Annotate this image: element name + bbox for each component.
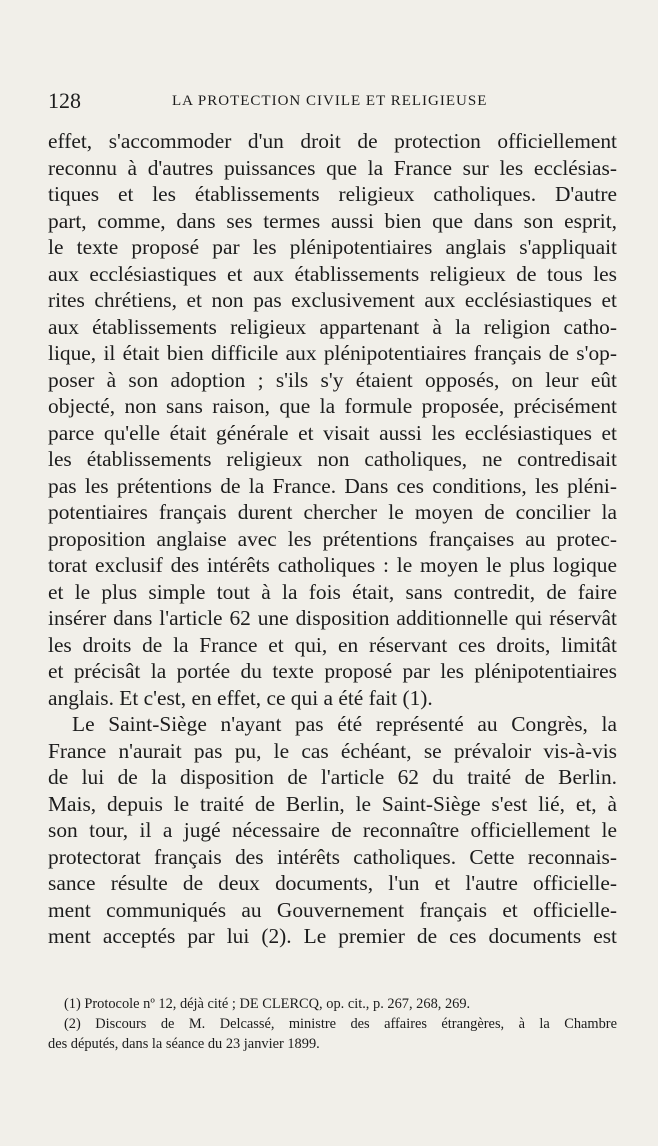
body-line: parce qu'elle était générale et visait aussi les ecclésiastiques et <box>48 420 617 445</box>
footnotes <box>48 994 617 1054</box>
body-line: torat exclusif des intérêts catholiques : le moyen le plus logique <box>48 553 617 577</box>
body-line: potentiaires français durent chercher le moyen de concilier la <box>48 500 617 524</box>
body-line: ment communiqués au Gouvernement français et officielle- <box>48 897 617 922</box>
body-line: Le Saint-Siège n'ayant pas été représenté au Congrès, la <box>72 712 617 736</box>
footnote-line: (1) Protocole nº 12, déjà cité ; DE CLERCQ, op. cit., p. 267, 268, 269. <box>64 996 471 1012</box>
body-line: anglais. Et c'est, en effet, ce qui a été fait (1). <box>48 685 433 710</box>
body-line: et précisât la portée du texte proposé par les plénipotentiaires <box>48 659 617 683</box>
body-line: aux établissements religieux appartenant à la religion catho- <box>48 314 617 339</box>
footnote-line: des députés, dans la séance du 23 janvier 1899. <box>48 1036 320 1052</box>
body-line: ment acceptés par lui (2). Le premier de ces documents est <box>48 924 617 948</box>
body-line: sance résulte de deux documents, l'un et l'autre officielle- <box>48 871 617 895</box>
body-line: insérer dans l'article 62 une disposition additionnelle qui réservât <box>48 606 617 630</box>
body-line: aux ecclésiastiques et aux établissements religieux de tous les <box>48 261 617 286</box>
body-line: tiques et les établissements religieux catholiques. D'autre <box>48 182 617 206</box>
body-line: lique, il était bien difficile aux plénipotentiaires français de s'op- <box>48 341 617 365</box>
body-line: de lui de la disposition de l'article 62 du traité de Berlin. <box>48 765 617 789</box>
body-line: pas les prétentions de la France. Dans ces conditions, les pléni- <box>48 473 617 498</box>
page-number: 128 <box>48 88 81 113</box>
body-line: poser à son adoption ; s'ils s'y étaient opposés, on leur eût <box>48 367 617 392</box>
body-line: le texte proposé par les plénipotentiaires anglais s'appliquait <box>48 235 617 259</box>
body-line: les droits de la France et qui, en réservant ces droits, limitât <box>48 632 617 657</box>
body-line: les établissements religieux non catholiques, ne contredisait <box>48 447 617 471</box>
body-line: protectorat français des intérêts catholiques. Cette reconnais- <box>48 844 617 869</box>
page-header <box>48 88 618 118</box>
body-line: effet, s'accommoder d'un droit de protection officiellement <box>48 129 617 153</box>
body-line: part, comme, dans ses termes aussi bien que dans son esprit, <box>48 208 617 233</box>
running-title: LA PROTECTION CIVILE ET RELIGIEUSE <box>172 93 488 109</box>
body-line: France n'aurait pas pu, le cas échéant, se prévaloir vis-à-vis <box>48 738 617 763</box>
body-line: proposition anglaise avec les prétentions françaises au protec- <box>48 526 617 551</box>
body-line: objecté, non sans raison, que la formule proposée, précisément <box>48 394 617 418</box>
body-line: son tour, il a jugé nécessaire de reconnaître officiellement le <box>48 818 617 842</box>
body-text <box>48 128 617 950</box>
body-line: reconnu à d'autres puissances que la France sur les ecclésias- <box>48 155 617 180</box>
body-line: Mais, depuis le traité de Berlin, le Saint-Siège s'est lié, et, à <box>48 791 617 816</box>
footnote-line: (2) Discours de M. Delcassé, ministre des affaires étrangères, à la Chambre <box>64 1016 617 1032</box>
body-line: rites chrétiens, et non pas exclusivement aux ecclésiastiques et <box>48 288 617 312</box>
body-line: et le plus simple tout à la fois était, sans contredit, de faire <box>48 579 617 604</box>
